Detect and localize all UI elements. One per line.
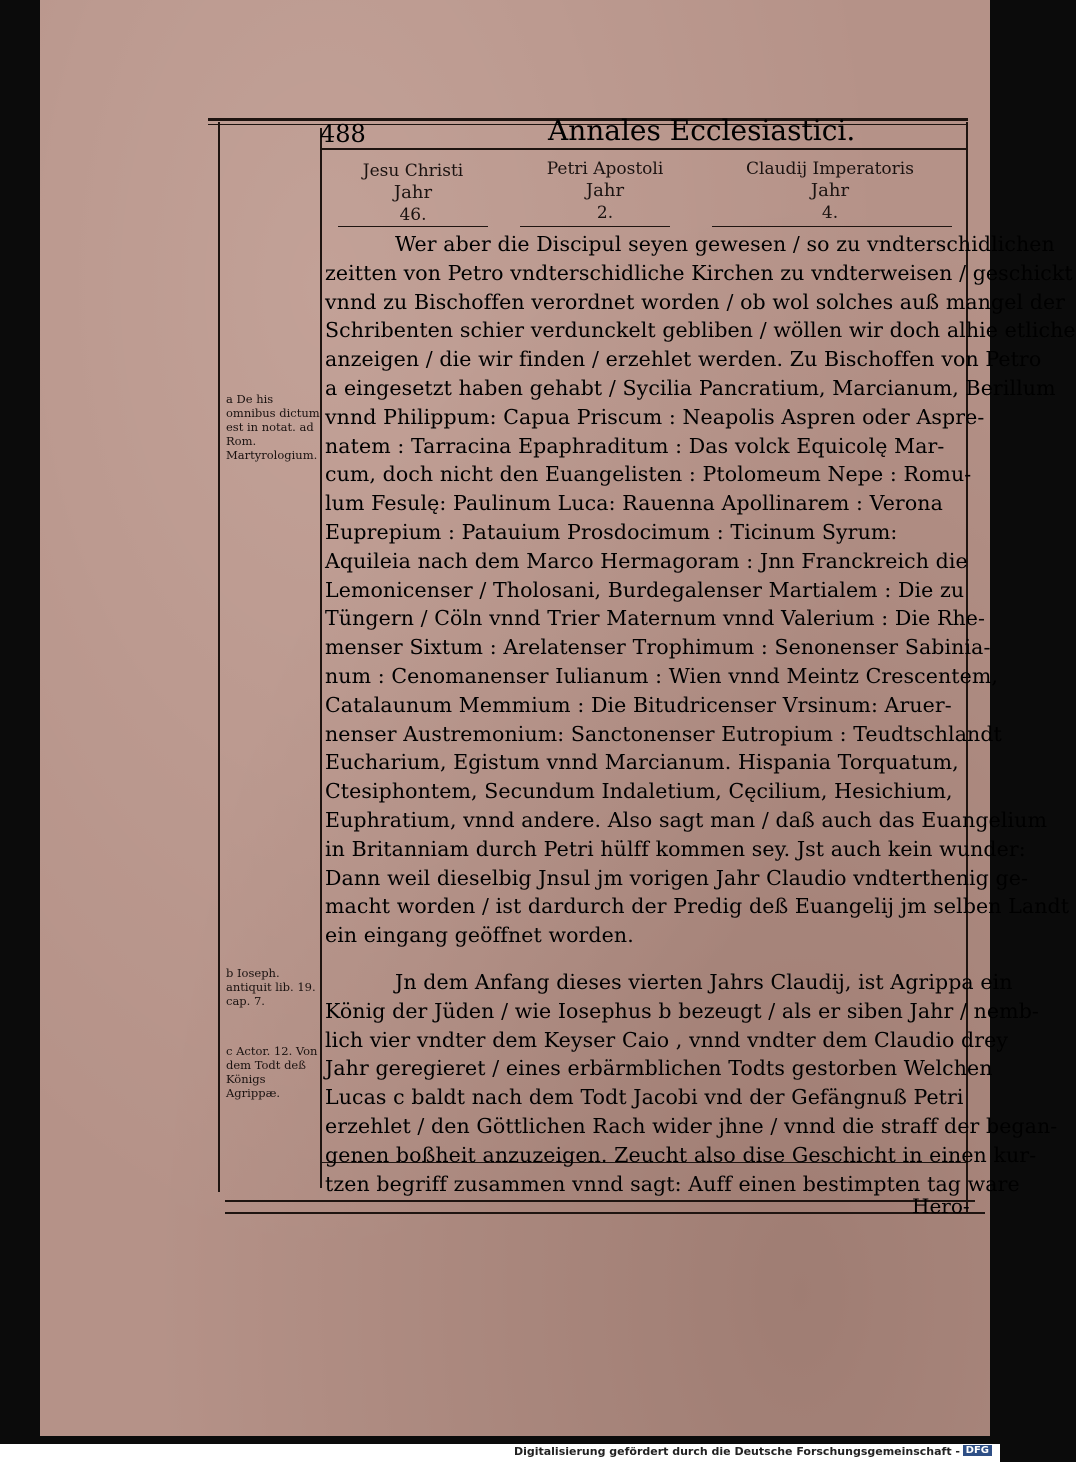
year-column-unit: Jahr	[585, 180, 625, 201]
text-line: Tüngern / Cöln vnnd Trier Maternum vnnd Valerium : Die Rhe-	[325, 606, 986, 631]
col3-underline	[712, 226, 952, 227]
text-line: cum, doch nicht den Euangelisten : Ptolomeum Nepe : Romu-	[325, 462, 972, 487]
marginal-note-a: a De his omnibus dictum est in notat. ad Rom. Martyrologium.	[226, 392, 320, 462]
text-line: Wer aber die Discipul seyen gewesen / so zu vndterschidlichen	[395, 232, 1055, 256]
text-line: Ctesiphontem, Secundum Indaletium, Cęcilium, Hesichium,	[325, 779, 953, 804]
text-line: Aquileia nach dem Marco Hermagoram : Jnn Franckreich die	[325, 548, 968, 573]
text-line: Euphratium, vnnd andere. Also sagt man / daß auch das Euangelium	[325, 807, 1047, 832]
text-line: Schribenten schier verdunckelt gebliben / wöllen wir doch alhie etliche	[325, 318, 1076, 343]
bottom-double-rule	[225, 1212, 985, 1214]
bottom-rule	[225, 1200, 975, 1202]
text-line: Jn dem Anfang dieses vierten Jahrs Claudij, ist Agrippa ein	[395, 969, 1013, 994]
dfg-logo: DFG	[963, 1445, 992, 1456]
marginal-note-b: b Ioseph. antiquit lib. 19. cap. 7.	[226, 966, 316, 1008]
year-column-title: Jesu Christi	[362, 161, 464, 181]
col2-underline	[520, 226, 670, 227]
text-line: tzen begriff zusammen vnnd sagt: Auff einen bestimpten tag ware	[325, 1171, 1020, 1196]
page-number: 488	[320, 120, 366, 148]
text-line: natem : Tarracina Epaphraditum : Das volck Equicolę Mar-	[325, 433, 945, 458]
year-column-unit: Jahr	[393, 182, 433, 203]
main-text	[325, 230, 1076, 1198]
running-title: Annales Ecclesiastici.	[548, 114, 856, 147]
text-line: in Britanniam durch Petri hülff kommen sey. Jst auch kein wunder:	[325, 836, 1026, 861]
year-column-value: 4.	[821, 203, 839, 223]
year-column-value: 2.	[596, 203, 614, 223]
year-column-title: Petri Apostoli	[546, 159, 664, 179]
text-line: Eucharium, Egistum vnnd Marcianum. Hispania Torquatum,	[325, 750, 959, 775]
year-column-claudius	[740, 158, 920, 224]
left-outer-vertical-rule	[218, 122, 220, 1192]
text-line: Jahr geregieret / eines erbärmblichen Todts gestorben Welchen	[325, 1056, 993, 1081]
text-line: zeitten von Petro vndterschidliche Kirchen zu vndterweisen / geschickt	[325, 260, 1073, 285]
text-line: genen boßheit anzuzeigen. Zeucht also dise Geschicht in einen kur-	[325, 1142, 1037, 1167]
marginal-note-c: c Actor. 12. Von dem Todt deß Königs Agrippæ.	[226, 1044, 318, 1100]
text-line: anzeigen / die wir finden / erzehlet werden. Zu Bischoffen von Petro	[325, 347, 1042, 372]
text-line: Lucas c baldt nach dem Todt Jacobi vnd der Gefängnuß Petri	[325, 1085, 964, 1110]
text-line: Catalaunum Memmium : Die Bitudricenser Vrsinum: Aruer-	[325, 692, 952, 717]
text-line: nenser Austremonium: Sanctonenser Eutropium : Teudtschlandt	[325, 721, 1002, 746]
text-line: a eingesetzt haben gehabt / Sycilia Pancratium, Marcianum, Berillum	[325, 375, 1056, 400]
year-column-value: 46.	[399, 205, 427, 225]
paragraph-2	[325, 968, 1058, 1198]
text-line: num : Cenomanenser Iulianum : Wien vnnd Meintz Crescentem,	[325, 663, 998, 688]
text-line: ein eingang geöffnet worden.	[325, 923, 634, 948]
paragraph-1	[325, 230, 1076, 950]
catchword: Hero-	[912, 1194, 970, 1218]
year-column-unit: Jahr	[810, 180, 850, 201]
col1-underline	[338, 226, 488, 227]
text-line: Euprepium : Patauium Prosdocimum : Ticinum Syrum:	[325, 519, 898, 544]
text-line: erzehlet / den Göttlichen Rach wider jhne / vnnd die straff der began-	[325, 1113, 1058, 1138]
text-line: menser Sixtum : Arelatenser Trophimum : Senonenser Sabinia-	[325, 635, 991, 660]
text-line: lum Fesulę: Paulinum Luca: Rauenna Apollinarem : Verona	[325, 491, 943, 516]
text-line: Lemonicenser / Tholosani, Burdegalenser Martialem : Die zu	[325, 577, 965, 602]
footer-bar	[0, 1444, 1000, 1462]
text-line: König der Jüden / wie Iosephus b bezeugt / als er siben Jahr / nemb-	[325, 998, 1039, 1023]
year-column-christ	[328, 160, 498, 226]
paragraph-gap	[325, 950, 975, 968]
margin-vertical-rule	[320, 128, 322, 1188]
header-rule	[322, 148, 968, 150]
text-line: vnnd Philippum: Capua Priscum : Neapolis Aspren oder Aspre-	[325, 404, 985, 429]
text-line: vnnd zu Bischoffen verordnet worden / ob wol solches auß mangel der	[325, 289, 1066, 314]
funding-credit: Digitalisierung gefördert durch die Deutsche Forschungsgemeinschaft -	[513, 1445, 960, 1458]
text-line: lich vier vndter dem Keyser Caio , vnnd vndter dem Claudio drey	[325, 1027, 1009, 1052]
text-line: macht worden / ist dardurch der Predig deß Euangelij jm selben Landt	[325, 894, 1070, 919]
text-line: Dann weil dieselbig Jnsul jm vorigen Jahr Claudio vndterthenig ge-	[325, 865, 1028, 890]
year-column-title: Claudij Imperatoris	[746, 159, 914, 179]
year-column-peter	[520, 158, 690, 224]
